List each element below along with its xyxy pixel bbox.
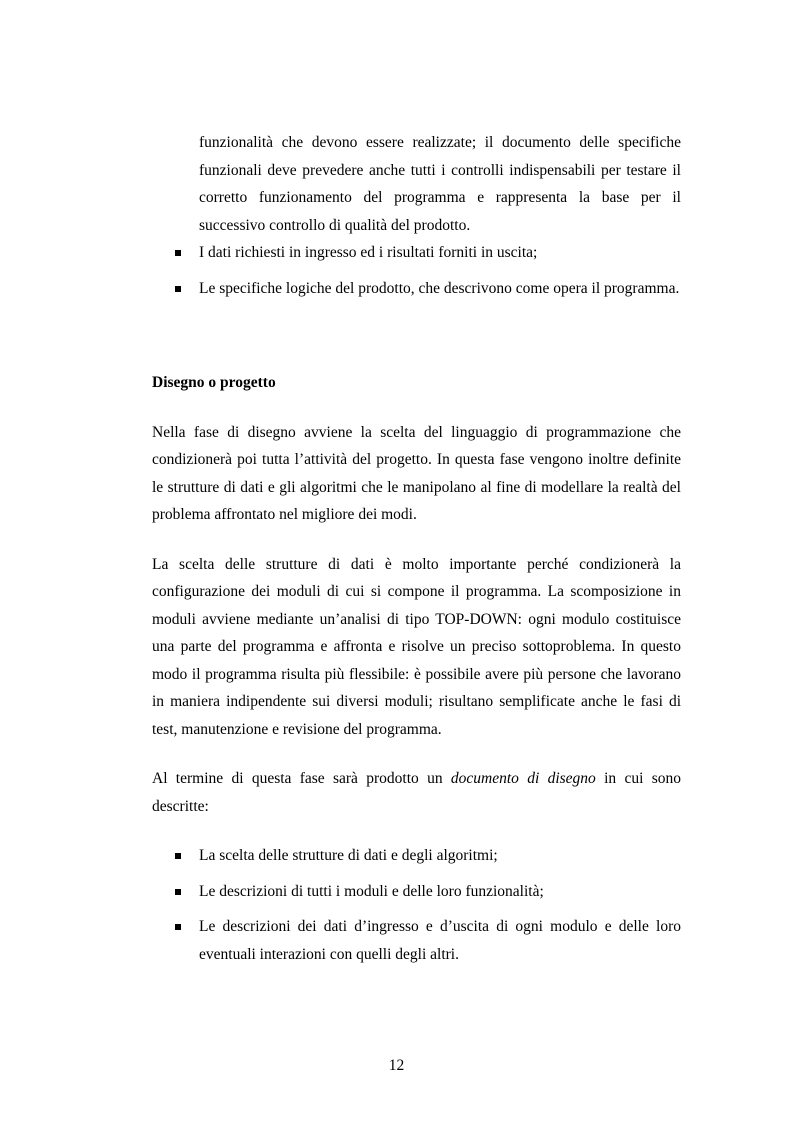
page-number: 12: [388, 1057, 405, 1074]
list-item: [152, 878, 681, 906]
requirements-list: [152, 239, 681, 302]
paragraph: [152, 765, 681, 820]
square-bullet-icon: [175, 889, 181, 895]
list-item-text: Le specifiche logiche del prodotto, che descrivono come opera il programma.: [199, 279, 680, 297]
list-item-text: Le descrizioni di tutti i moduli e delle loro funzionalità;: [199, 882, 544, 900]
list-item-text: La scelta delle strutture di dati e degli algoritmi;: [199, 847, 498, 864]
paragraph: La scelta delle strutture di dati è molto importante perché condizionerà la configurazione dei moduli di cui si compone il programma. La scomposizione in moduli avviene mediante un’analisi di tipo TOP-DOWN: ogni modulo costituisce una parte del programma e affronta e risolve un preciso sottoproblema. In questo modo il programma risulta più flessibile: è possibile avere più persone che lavorano in maniera indipendente sui diversi moduli; risultano semplificate anche le fasi di test, manutenzione e revisione del programma.: [152, 555, 681, 738]
list-item-text: I dati richiesti in ingresso ed i risultati forniti in uscita;: [199, 244, 538, 261]
paragraph: Nella fase di disegno avviene la scelta del linguaggio di programmazione che condizionerà poi tutta l’attività del progetto. In questa fase vengono inoltre definite le strutture di dati e gli algoritmi che le manipolano al fine di modellare la realtà del problema affrontato nel migliore dei modi.: [152, 423, 681, 523]
square-bullet-icon: [175, 924, 181, 930]
square-bullet-icon: [175, 286, 181, 292]
square-bullet-icon: [175, 853, 181, 859]
list-item-text: Le descrizioni dei dati d’ingresso e d’uscita di ogni modulo e delle loro eventuali interazioni con quelli degli altri.: [199, 918, 681, 963]
document-page: [152, 129, 681, 968]
emphasized-term: documento di disegno: [450, 770, 596, 787]
list-item: [152, 842, 681, 870]
continuation-paragraph: funzionalità che devono essere realizzate; il documento delle specifiche funzionali deve prevedere anche tutti i controlli indispensabili per testare il corretto funzionamento del programma e rappresenta la base per il successivo controllo di qualità del prodotto.: [199, 134, 681, 234]
square-bullet-icon: [175, 250, 181, 256]
section-heading: Disegno o progetto: [152, 374, 276, 391]
design-document-list: [152, 842, 681, 968]
list-item: [152, 275, 681, 303]
paragraph-text: Al termine di questa fase sarà prodotto un: [152, 770, 451, 787]
list-item: [152, 913, 681, 968]
list-item: [152, 239, 681, 267]
paragraph-text: in cui sono descritte:: [152, 770, 681, 815]
